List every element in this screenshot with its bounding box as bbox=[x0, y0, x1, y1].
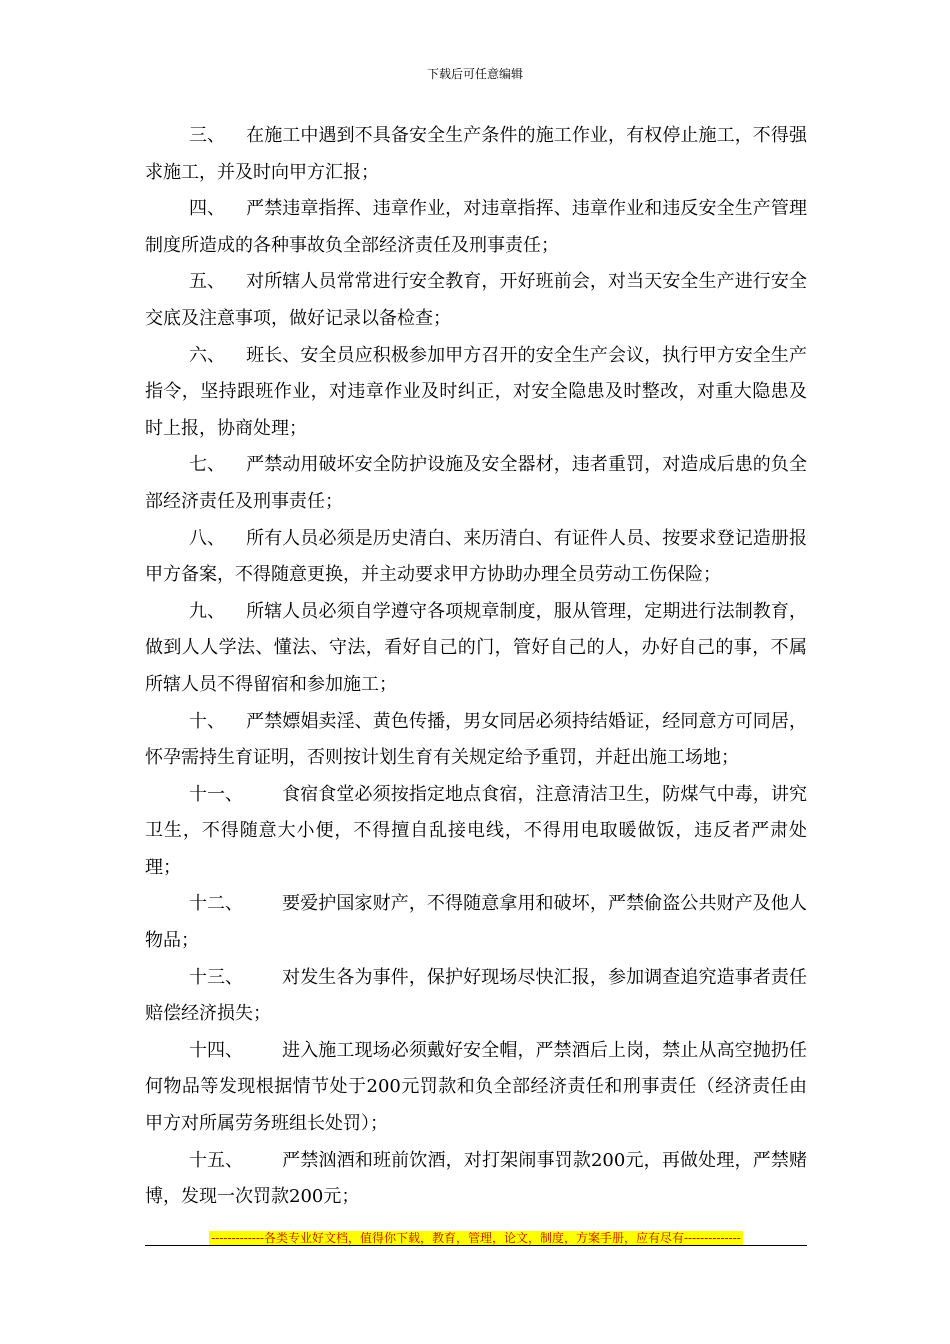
clause-number: 八、 bbox=[189, 527, 225, 549]
clause-number: 九、 bbox=[189, 600, 225, 622]
clause-text: 严禁动用破坏安全防护设施及安全器材，违者重罚，对造成后患的负全部经济责任及刑事责任； bbox=[145, 454, 807, 512]
clause-number: 十四、 bbox=[189, 1039, 243, 1061]
clause-text: 对所辖人员常常进行安全教育，开好班前会，对当天安全生产进行安全交底及注意事项，做好记录以备检查； bbox=[145, 271, 807, 329]
clause-text: 班长、安全员应积极参加甲方召开的安全生产会议，执行甲方安全生产指令，坚持跟班作业，对违章作业及时纠正，对安全隐患及时整改，对重大隐患及时上报，协商处理； bbox=[145, 344, 807, 439]
clause-text: 对发生各为事件，保护好现场尽快汇报，参加调查追究造事者责任赔偿经济损失； bbox=[145, 966, 807, 1025]
clause-11 bbox=[145, 777, 807, 887]
clause-text: 进入施工现场必须戴好安全帽，严禁酒后上岗，禁止从高空抛扔任何物品等发现根据情节处于200元罚款和负全部经济责任和刑事责任（经济责任由甲方对所属劳务班组长处罚）； bbox=[145, 1039, 807, 1135]
clause-text: 所辖人员必须自学遵守各项规章制度，服从管理，定期进行法制教育，做到人人学法、懂法、守法，看好自己的门，管好自己的人，办好自己的事，不属所辖人员不得留宿和参加施工； bbox=[145, 600, 807, 695]
clause-number: 十二、 bbox=[189, 893, 243, 915]
clause-9 bbox=[145, 594, 807, 704]
clause-text: 严禁汹酒和班前饮酒，对打架闹事罚款200元，再做处理，严禁赌博，发现一次罚款200元； bbox=[145, 1149, 807, 1208]
footer-banner: -------------各类专业好文档，值得你下载，教育，管理，论文，制度，方案手册，应有尽有-------------- bbox=[211, 1231, 741, 1245]
footer-divider bbox=[145, 1245, 807, 1246]
clause-text: 在施工中遇到不具备安全生产条件的施工作业，有权停止施工，不得强求施工，并及时向甲方汇报； bbox=[145, 125, 807, 183]
clause-8 bbox=[145, 521, 807, 594]
clause-number: 三、 bbox=[189, 125, 225, 146]
clause-6 bbox=[145, 338, 807, 448]
clause-text: 要爱护国家财产，不得随意拿用和破坏，严禁偷盗公共财产及他人物品； bbox=[145, 893, 807, 952]
clause-13 bbox=[145, 960, 807, 1033]
page-footer bbox=[145, 1227, 807, 1246]
clause-5 bbox=[145, 264, 807, 337]
clause-number: 十、 bbox=[189, 710, 225, 732]
document-body bbox=[145, 118, 807, 1216]
clause-15 bbox=[145, 1143, 807, 1216]
clause-14 bbox=[145, 1033, 807, 1143]
page-header: 下载后可任意编辑 bbox=[426, 67, 523, 81]
clause-number: 六、 bbox=[189, 344, 225, 366]
clause-3 bbox=[145, 118, 807, 191]
clause-number: 十五、 bbox=[189, 1149, 243, 1171]
clause-text: 食宿食堂必须按指定地点食宿，注意清洁卫生，防煤气中毒，讲究卫生，不得随意大小便，不得擅自乱接电线，不得用电取暖做饭，违反者严肃处理； bbox=[145, 783, 807, 878]
clause-number: 七、 bbox=[189, 454, 225, 476]
clause-7 bbox=[145, 447, 807, 520]
clause-4 bbox=[145, 191, 807, 264]
clause-10 bbox=[145, 704, 807, 777]
clause-text: 所有人员必须是历史清白、来历清白、有证件人员、按要求登记造册报甲方备案，不得随意更换，并主动要求甲方协助办理全员劳动工伤保险； bbox=[145, 527, 807, 586]
clause-text: 严禁违章指挥、违章作业，对违章指挥、违章作业和违反安全生产管理制度所造成的各种事故负全部经济责任及刑事责任； bbox=[145, 198, 807, 256]
clause-number: 四、 bbox=[189, 198, 225, 220]
clause-text: 严禁嫖娼卖淫、黄色传播，男女同居必须持结婚证，经同意方可同居，怀孕需持生育证明，否则按计划生育有关规定给予重罚，并赶出施工场地； bbox=[145, 710, 807, 769]
clause-number: 十一、 bbox=[189, 783, 243, 805]
clause-12 bbox=[145, 886, 807, 959]
clause-number: 十三、 bbox=[189, 966, 243, 988]
clause-number: 五、 bbox=[189, 271, 225, 293]
